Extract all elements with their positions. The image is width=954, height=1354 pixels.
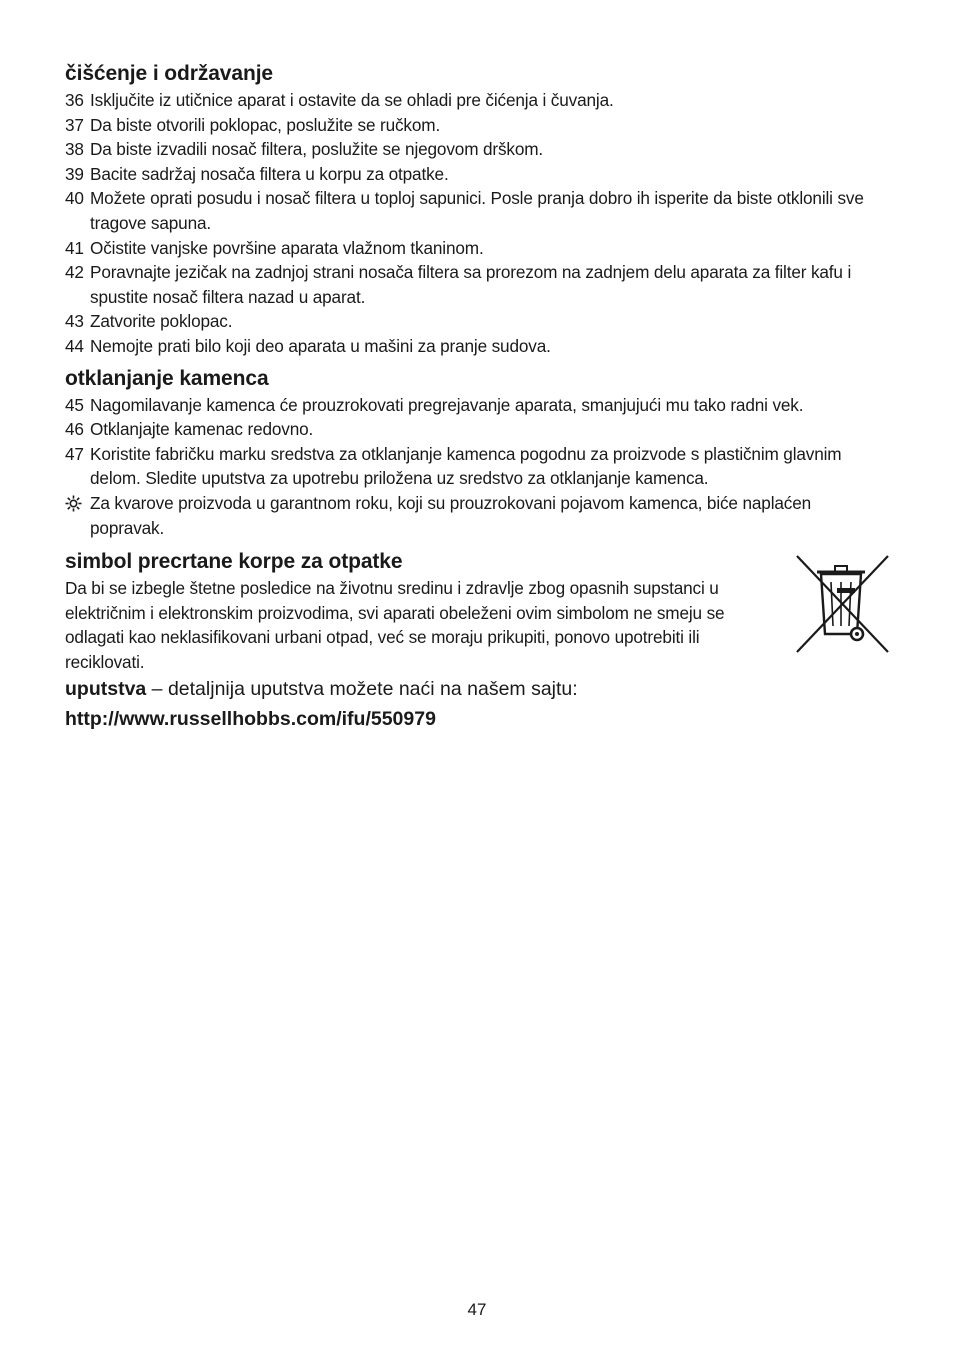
- item-number: 37: [65, 114, 84, 135]
- item-number: 39: [65, 163, 84, 184]
- crossed-out-bin-icon: [795, 554, 890, 654]
- item-number: 44: [65, 335, 84, 356]
- item-number: 42: [65, 262, 84, 283]
- item-number: 46: [65, 419, 84, 440]
- descaling-heading: otklanjanje kamenca: [65, 366, 269, 390]
- item-number: 38: [65, 139, 84, 160]
- item-text: Zatvorite poklopac.: [90, 311, 233, 332]
- cleaning-list: [65, 88, 887, 359]
- list-item: [65, 417, 887, 442]
- item-number: 47: [65, 443, 84, 464]
- list-item: [65, 334, 887, 359]
- descaling-list: [65, 393, 887, 491]
- item-text: Očistite vanjske površine aparata vlažnom tkaninom.: [90, 237, 484, 258]
- list-item: [65, 442, 887, 491]
- item-text: Koristite fabričku marku sredstva za otklanjanje kamenca pogodnu za proizvode s plastičnim glavnim delom. Sledite uputstva za upotrebu priložena uz sredstvo za otklanjanje kamenca.: [90, 443, 842, 489]
- page-content: [65, 60, 887, 733]
- item-text: Nemojte prati bilo koji deo aparata u mašini za pranje sudova.: [90, 335, 551, 356]
- list-item: [65, 393, 887, 418]
- warning-text: Za kvarove proizvoda u garantnom roku, koji su prouzrokovani pojavom kamenca, biće naplaćen popravak.: [90, 492, 812, 538]
- item-text: Otklanjajte kamenac redovno.: [90, 419, 314, 440]
- manual-text: – detaljnija uputstva možete naći na našem sajtu:: [146, 678, 578, 701]
- item-number: 45: [65, 394, 84, 415]
- list-item: [65, 260, 887, 309]
- item-number: 43: [65, 311, 84, 332]
- item-text: Da biste otvorili poklopac, poslužite se ručkom.: [90, 114, 441, 135]
- item-text: Poravnajte jezičak na zadnjoj strani nosača filtera sa prorezom na zadnjem delu aparata za filter kafu i spustite nosač filtera nazad u aparat.: [90, 262, 852, 307]
- item-number: 41: [65, 237, 84, 258]
- item-number: 40: [65, 188, 84, 209]
- manual-url-link[interactable]: http://www.russellhobbs.com/ifu/550979: [65, 708, 436, 731]
- list-item: [65, 162, 887, 187]
- item-text: Možete oprati posudu i nosač filtera u toploj sapunici. Posle pranja dobro ih isperite da biste otklonili sve tragove sapuna.: [90, 188, 864, 233]
- item-number: 36: [65, 90, 84, 110]
- descaling-warning: [65, 491, 887, 540]
- list-item: [65, 236, 887, 261]
- item-text: Isključite iz utičnice aparat i ostavite da se ohladi pre čićenja i čuvanja.: [90, 90, 614, 110]
- item-text: Da biste izvadili nosač filtera, poslužite se njegovom drškom.: [90, 139, 544, 160]
- item-text: Nagomilavanje kamenca će prouzrokovati pregrejavanje aparata, smanjujući mu tako radni vek.: [90, 394, 804, 415]
- sun-icon: [65, 491, 90, 540]
- weee-heading: simbol precrtane korpe za otpatke: [65, 550, 403, 574]
- item-text: Bacite sadržaj nosača filtera u korpu za otpatke.: [90, 163, 449, 184]
- page-number: 47: [467, 1300, 487, 1319]
- manual-label: uputstva: [65, 678, 147, 701]
- list-item: [65, 309, 887, 334]
- list-item: [65, 137, 887, 162]
- manual-line: [65, 675, 887, 703]
- list-item: [65, 186, 887, 235]
- weee-text: Da bi se izbegle štetne posledice na životnu sredinu i zdravlje zbog opasnih supstanci u električnim i elektronskim proizvodima, svi aparati obeleženi ovim simbolom ne smeju se odlagati kao neklasifikovani urbani otpad, već se moraju prikupiti, ponovo upotrebiti ili reciklovati.: [65, 578, 725, 672]
- cleaning-heading: čišćenje i održavanje: [65, 62, 274, 85]
- list-item: [65, 113, 887, 138]
- weee-section: [65, 548, 887, 674]
- list-item: [65, 88, 887, 113]
